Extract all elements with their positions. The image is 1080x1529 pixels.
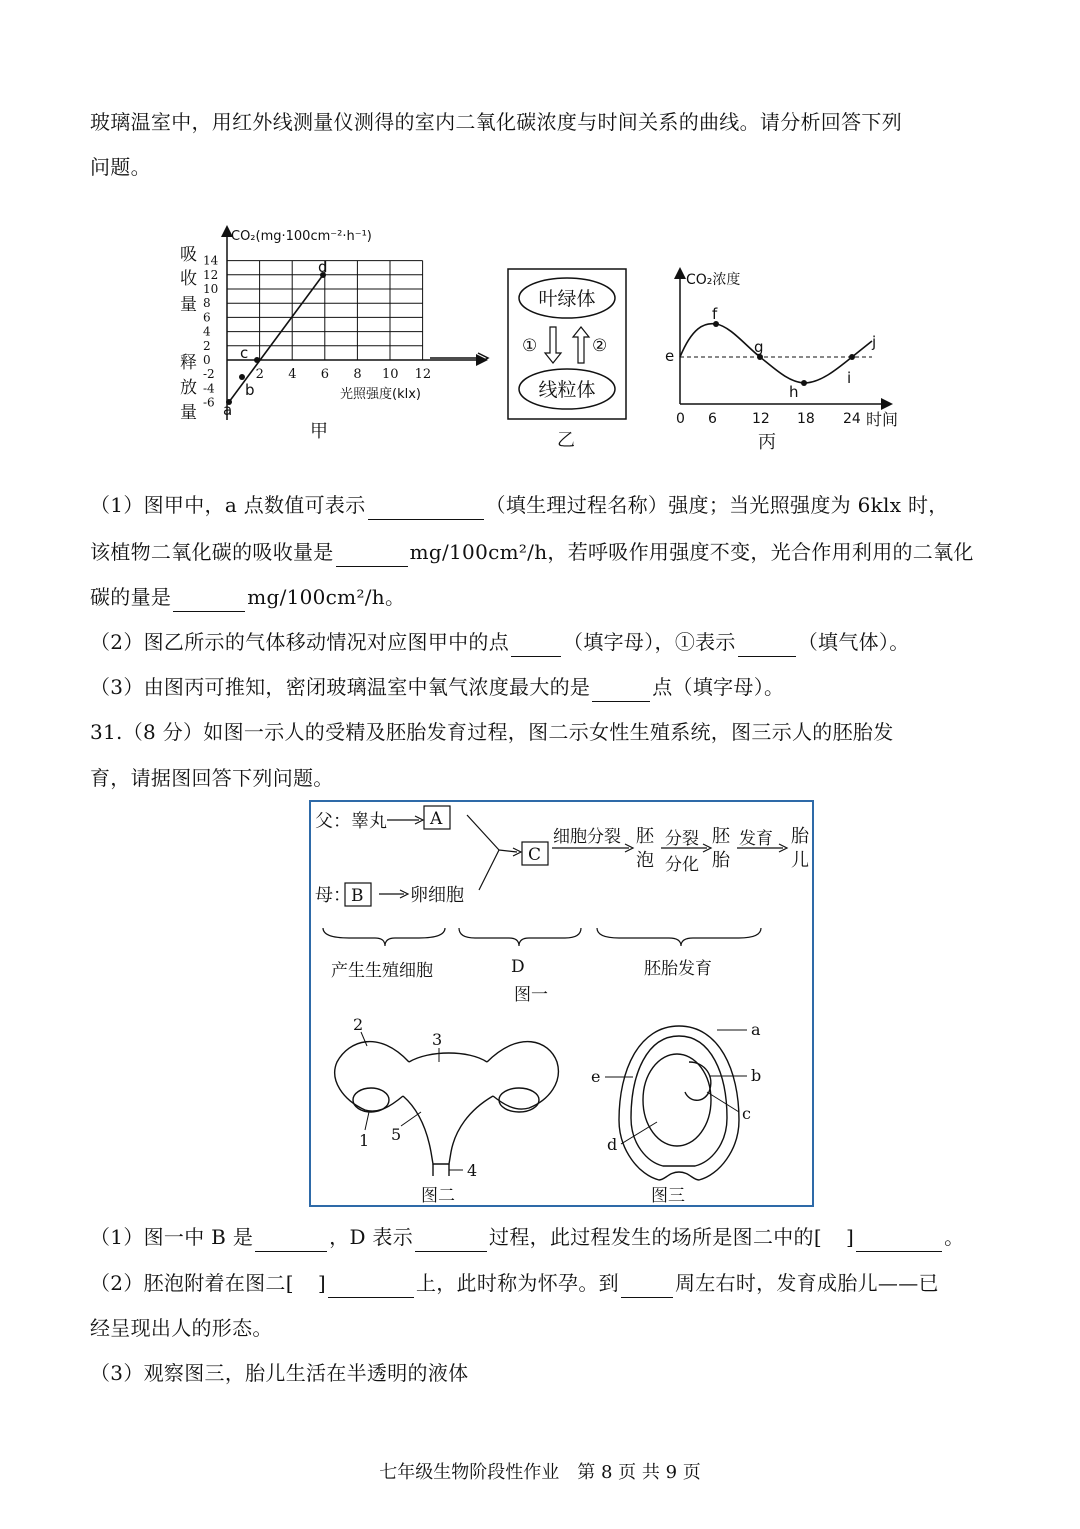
bing-xtick-6: 6 bbox=[708, 411, 717, 427]
jia-label-d: d bbox=[318, 258, 328, 276]
q31-blank-implant-site[interactable] bbox=[328, 1275, 414, 1298]
yi-up-arrow bbox=[573, 327, 589, 363]
jia-xtick: 12 bbox=[414, 367, 432, 382]
fig3-label-c: c bbox=[742, 1104, 751, 1123]
figure-yi-diagram bbox=[500, 265, 640, 455]
page-footer: 七年级生物阶段性作业 第 8 页 共 9 页 bbox=[379, 1462, 701, 1483]
fig1-embryo-2: 胎 bbox=[712, 850, 730, 871]
intro-line-1: 玻璃温室中，用红外线测量仪测得的室内二氧化碳浓度与时间关系的曲线。请分析回答下列 bbox=[90, 110, 902, 134]
jia-caption: 甲 bbox=[310, 421, 328, 442]
yi-bottom-box-label: 线粒体 bbox=[538, 379, 596, 401]
jia-label-b: b bbox=[245, 381, 255, 399]
jia-ytick: 4 bbox=[203, 324, 211, 339]
bing-y-title: CO₂浓度 bbox=[686, 272, 741, 288]
fig2-label-4: 4 bbox=[467, 1161, 478, 1180]
yi-arrow1-label: ① bbox=[522, 336, 538, 356]
bing-xtick-24: 24 bbox=[843, 411, 861, 427]
fig1-caption: 图一 bbox=[514, 985, 548, 1005]
yi-caption: 乙 bbox=[557, 430, 575, 451]
yi-arrow2-label: ② bbox=[592, 336, 608, 356]
fig1-blastocyst-1: 胚 bbox=[636, 826, 654, 847]
jia-y-label-bottom-2: 放 bbox=[180, 378, 197, 398]
bing-point-h bbox=[801, 380, 807, 386]
q30-blank-gas[interactable] bbox=[738, 634, 796, 657]
fig3-caption: 图三 bbox=[651, 1186, 685, 1206]
fig1-fetus-1: 胎 bbox=[791, 826, 809, 847]
q30-blank-point[interactable] bbox=[511, 634, 561, 657]
jia-xtick: 2 bbox=[255, 367, 264, 382]
figure-jia-graph bbox=[175, 220, 505, 455]
fig1-divide: 分裂 bbox=[665, 829, 699, 849]
q30-blank-absorption[interactable] bbox=[336, 544, 408, 567]
jia-ytick: 8 bbox=[203, 296, 211, 311]
jia-point-c bbox=[254, 357, 260, 363]
q30-p3: （3）由图丙可推知，密闭玻璃温室中氧气浓度最大的是 点（填字母）。 bbox=[90, 672, 784, 702]
q31-line1: 31.（8 分）如图一示人的受精及胚胎发育过程，图二示女性生殖系统，图三示人的胚胎发 bbox=[90, 720, 894, 744]
jia-ytick: 6 bbox=[203, 310, 211, 325]
figure-bing-graph bbox=[660, 262, 910, 457]
jia-ytick: 0 bbox=[203, 353, 211, 367]
fig1-brace3-label: 胚胎发育 bbox=[644, 959, 712, 979]
q30-p2: （2）图乙所示的气体移动情况对应图甲中的点 （填字母），①表示 （填气体）。 bbox=[90, 627, 910, 657]
jia-point-b bbox=[239, 374, 245, 380]
jia-xtick: 10 bbox=[382, 367, 399, 382]
jia-y-label-bottom-1: 释 bbox=[180, 353, 197, 373]
q30-p1-line2: 该植物二氧化碳的吸收量是 mg/100cm²/h，若呼吸作用强度不变，光合作用利用的二氧化 bbox=[90, 537, 974, 567]
jia-y-label-bottom-3: 量 bbox=[180, 403, 197, 423]
jia-label-a: a bbox=[223, 401, 233, 419]
bing-label-j: j bbox=[872, 333, 877, 351]
jia-y-label-top-3: 量 bbox=[180, 295, 197, 315]
fig1-brace1-label: 产生生殖细胞 bbox=[331, 961, 433, 981]
jia-x-title: 光照强度(klx) bbox=[340, 387, 421, 402]
bing-label-g: g bbox=[754, 338, 764, 356]
jia-ytick: 2 bbox=[203, 338, 211, 353]
jia-xtick: 8 bbox=[353, 367, 362, 382]
q31-blank-site[interactable] bbox=[856, 1229, 942, 1252]
bing-point-i bbox=[849, 354, 855, 360]
bing-curve bbox=[680, 324, 872, 383]
fig1-egg: 卵细胞 bbox=[410, 885, 464, 906]
q31-p2-line2: 经呈现出人的形态。 bbox=[90, 1316, 273, 1340]
fig1-box-c: C bbox=[528, 845, 542, 865]
jia-ytick: 12 bbox=[203, 267, 219, 282]
q31-p3: （3）观察图三，胎儿生活在半透明的液体 bbox=[90, 1361, 469, 1385]
yi-top-box-label: 叶绿体 bbox=[538, 288, 596, 310]
bing-label-h: h bbox=[789, 383, 799, 401]
q30-p1-line3: 碳的量是 mg/100cm²/h。 bbox=[90, 582, 405, 612]
fig1-cell-division: 细胞分裂 bbox=[553, 827, 621, 847]
fig1-mother: 母： bbox=[315, 885, 351, 906]
fig3-label-e: e bbox=[591, 1067, 601, 1086]
bing-xtick-0: 0 bbox=[676, 411, 685, 427]
jia-y-title: CO₂(mg·100cm⁻²·h⁻¹) bbox=[231, 229, 372, 244]
fig1-father: 父：睾丸 bbox=[315, 811, 387, 832]
fig2-label-3: 3 bbox=[432, 1030, 443, 1049]
bing-caption: 丙 bbox=[758, 432, 776, 453]
fig1-fetus-2: 儿 bbox=[791, 850, 809, 871]
jia-to-yi-arrow bbox=[430, 348, 490, 368]
bing-label-i: i bbox=[847, 369, 852, 387]
fig1-box-a: A bbox=[430, 809, 443, 829]
fig2-label-2: 2 bbox=[353, 1015, 364, 1034]
jia-label-c: c bbox=[240, 344, 249, 362]
jia-ytick: -2 bbox=[203, 367, 215, 382]
q31-p1: （1）图一中 B 是 ，D 表示 过程，此过程发生的场所是图二中的[ ] 。 bbox=[90, 1222, 964, 1252]
jia-xtick: 4 bbox=[288, 367, 297, 382]
bing-label-f: f bbox=[712, 305, 718, 323]
fig1-embryo-1: 胚 bbox=[712, 826, 730, 847]
q30-blank-photosynthesis[interactable] bbox=[173, 589, 245, 612]
fig3-label-d: d bbox=[607, 1135, 618, 1154]
fig2-caption: 图二 bbox=[421, 1186, 455, 1206]
fig1-brace2-label: D bbox=[511, 957, 525, 977]
fig1-box-b: B bbox=[351, 886, 364, 906]
bing-x-title: 时间 bbox=[866, 410, 899, 429]
jia-y-label-top-1: 吸 bbox=[180, 245, 197, 265]
jia-ytick: 14 bbox=[203, 253, 219, 268]
fig1-differentiate: 分化 bbox=[665, 855, 699, 875]
q31-blank-weeks[interactable] bbox=[621, 1275, 673, 1298]
q30-blank-a-process[interactable] bbox=[368, 497, 484, 520]
yi-down-arrow bbox=[545, 327, 561, 363]
jia-xtick: 6 bbox=[320, 367, 330, 382]
fig1-blastocyst-2: 泡 bbox=[636, 850, 654, 871]
bing-xtick-12: 12 bbox=[752, 411, 770, 427]
fig2-label-1: 1 bbox=[359, 1131, 370, 1150]
q31-line2: 育，请据图回答下列问题。 bbox=[90, 766, 334, 790]
jia-curve bbox=[229, 275, 323, 402]
jia-ytick: -4 bbox=[203, 381, 215, 396]
fig2-label-5: 5 bbox=[391, 1125, 402, 1144]
q31-blank-b[interactable] bbox=[255, 1229, 327, 1252]
bing-xtick-18: 18 bbox=[797, 411, 815, 427]
jia-ytick: -6 bbox=[203, 395, 215, 410]
q31-p2-line1: （2）胚泡附着在图二[ ] 上，此时称为怀孕。到 周左右时，发育成胎儿——已 bbox=[90, 1268, 939, 1298]
q30-p1-line1: （1）图甲中，a 点数值可表示 （填生理过程名称）强度；当光照强度为 6klx 时， bbox=[90, 490, 949, 520]
intro-line-2: 问题。 bbox=[90, 155, 151, 179]
jia-ytick: 10 bbox=[203, 282, 219, 296]
jia-y-label-top-2: 收 bbox=[180, 269, 197, 289]
q31-figure-panel bbox=[309, 800, 815, 1208]
fig3-label-a: a bbox=[751, 1020, 761, 1039]
fig3-label-b: b bbox=[751, 1066, 762, 1085]
fig1-develop: 发育 bbox=[739, 829, 773, 849]
q30-blank-oxygen-point[interactable] bbox=[592, 679, 650, 702]
q31-blank-d-process[interactable] bbox=[415, 1229, 487, 1252]
bing-label-e: e bbox=[665, 347, 675, 365]
